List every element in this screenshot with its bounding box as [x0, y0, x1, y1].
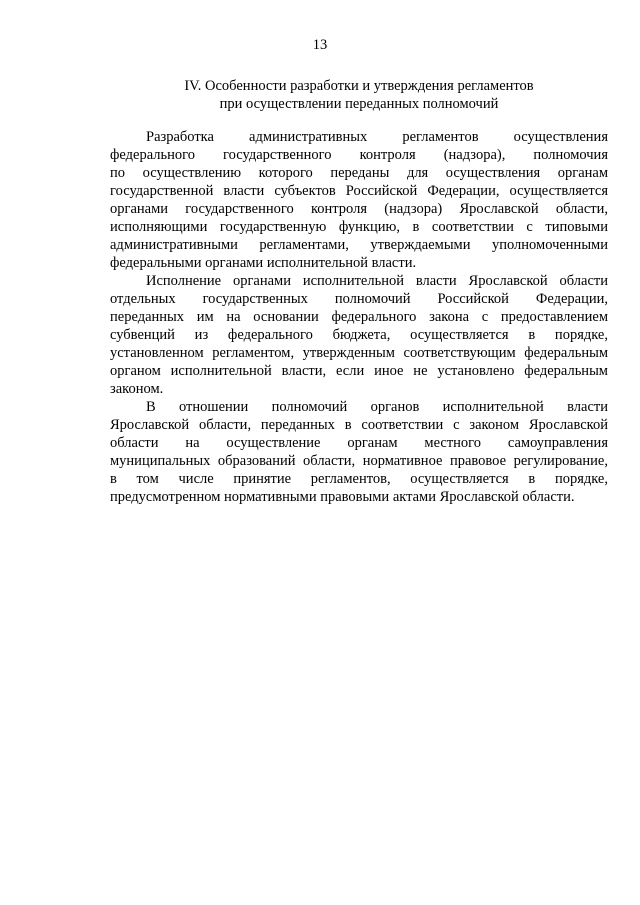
paragraph-line: области на осуществление органам местного самоуправления [110, 435, 608, 451]
body-text [110, 128, 608, 506]
paragraph-line: федерального государственного контроля (надзора), полномочия [110, 147, 608, 163]
paragraph-3 [110, 398, 608, 506]
paragraph-line: по осуществлению которого переданы для осуществления органам [110, 165, 608, 181]
paragraph-line: Ярославской области, переданных в соответствии с законом Ярославской [110, 417, 608, 433]
paragraph-line: В отношении полномочий органов исполнительной власти [146, 399, 608, 415]
paragraph-2 [110, 272, 608, 398]
paragraph-line: установленном регламентом, утвержденным соответствующим федеральным [110, 345, 608, 361]
paragraph-line: субвенций из федерального бюджета, осуществляется в порядке, [110, 327, 608, 343]
paragraph-line: законом. [110, 381, 164, 397]
section-heading [110, 77, 608, 113]
paragraph-1 [110, 128, 608, 272]
paragraph-line: федеральными органами исполнительной власти. [110, 255, 417, 271]
paragraph-line: исполняющими государственную функцию, в соответствии с типовыми [110, 219, 608, 235]
paragraph-line: предусмотренном нормативными правовыми актами Ярославской области. [110, 489, 575, 505]
section-heading-line-1: IV. Особенности разработки и утверждения регламентов [184, 78, 534, 94]
paragraph-line: государственной власти субъектов Российской Федерации, осуществляется [110, 183, 608, 199]
paragraph-line: отдельных государственных полномочий Российской Федерации, [110, 291, 608, 307]
paragraph-line: административными регламентами, утверждаемыми уполномоченными [110, 237, 608, 253]
paragraph-line: Разработка административных регламентов осуществления [146, 129, 608, 145]
section-heading-line-2: при осуществлении переданных полномочий [219, 96, 499, 112]
paragraph-line: муниципальных образований области, нормативное правовое регулирование, [110, 453, 608, 469]
paragraph-line: в том числе принятие регламентов, осуществляется в порядке, [110, 471, 608, 487]
page-number: 13 [312, 37, 328, 53]
paragraph-line: переданных им на основании федерального закона с предоставлением [110, 309, 608, 325]
paragraph-line: Исполнение органами исполнительной власти Ярославской области [146, 273, 608, 289]
paragraph-line: органами государственного контроля (надзора) Ярославской области, [110, 201, 608, 217]
paragraph-line: органом исполнительной власти, если иное не установлено федеральным [110, 363, 608, 379]
